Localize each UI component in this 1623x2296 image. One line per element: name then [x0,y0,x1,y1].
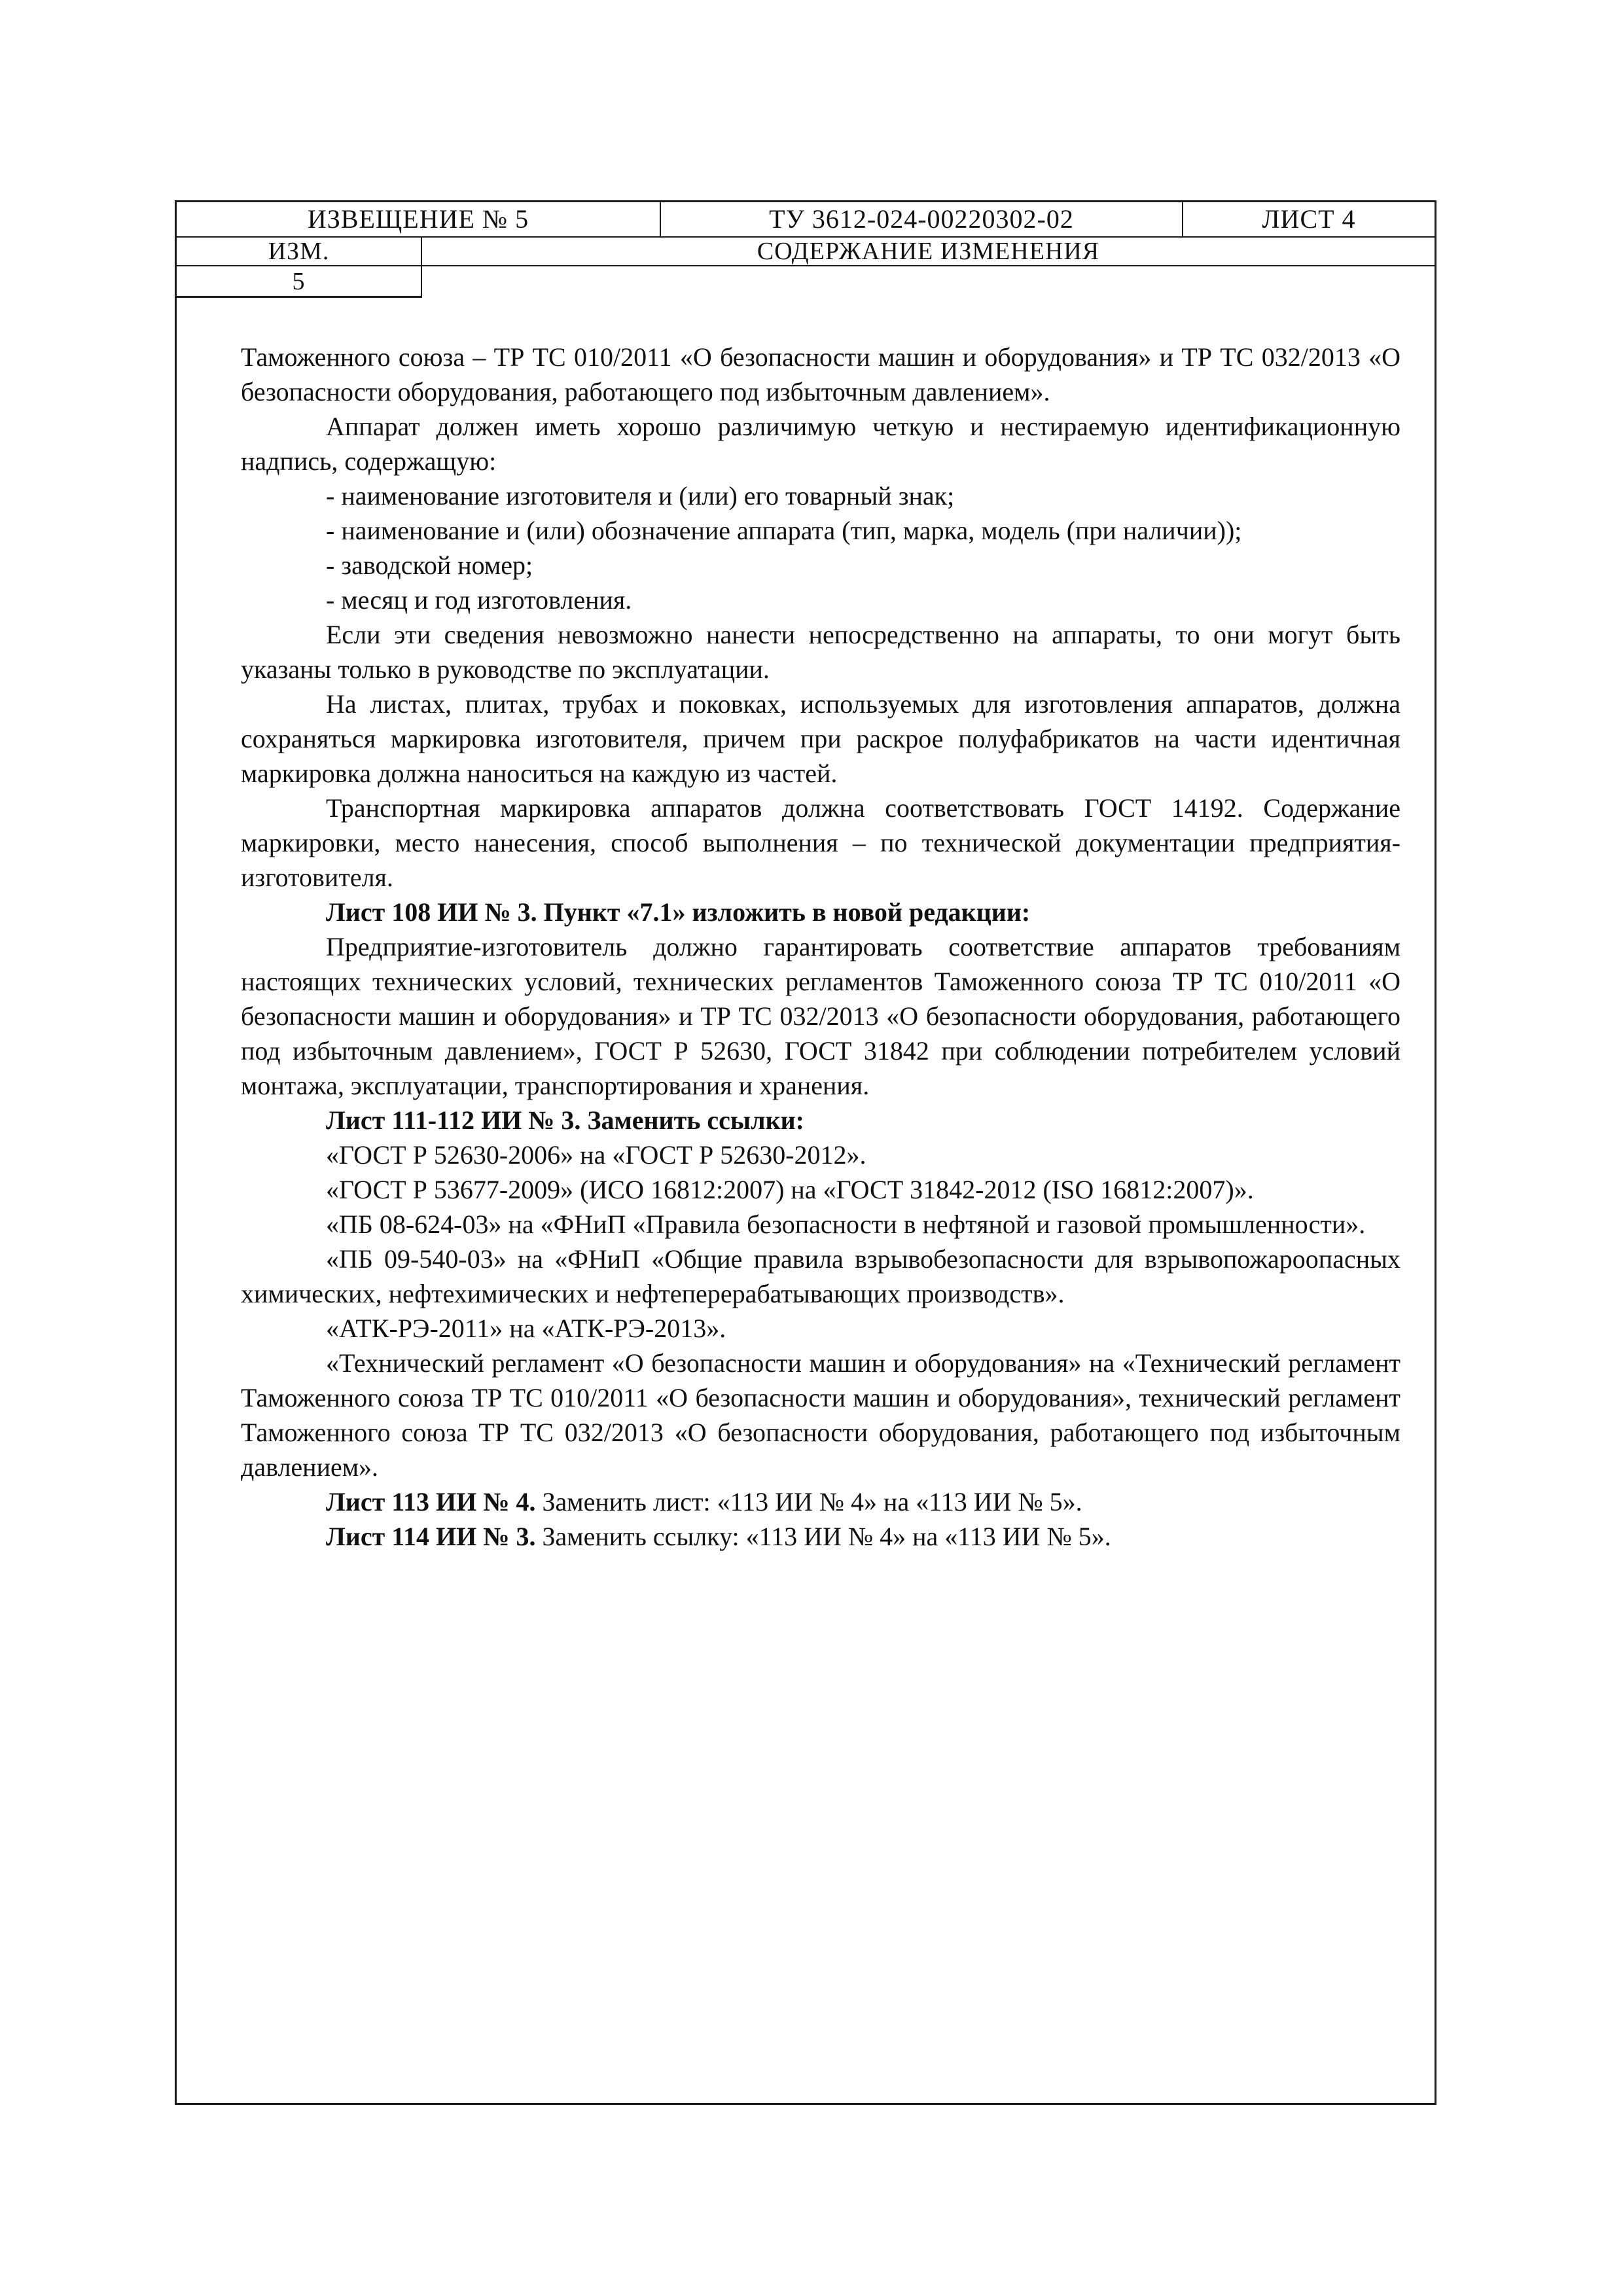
sheet-number: ЛИСТ 4 [1183,202,1435,238]
reference-replacement: «ПБ 09-540-03» на «ФНиП «Общие правила взрывобезопасности для взрывопожароопасных химических, нефтехимических и нефтеперерабатывающих производств». [241,1244,1400,1308]
paragraph: Если эти сведения невозможно нанести непосредственно на аппараты, то они могут быть указаны только в руководстве по эксплуатации. [241,620,1400,684]
document-code: ТУ 3612-024-00220302-02 [661,202,1183,238]
paragraph: Таможенного союза – ТР ТС 010/2011 «О безопасности машин и оборудования» и ТР ТС 032/2013 «О безопасности оборудования, работающего под избыточным давлением». [241,342,1400,406]
sheet-instruction-heading: Лист 113 ИИ № 4. [326,1487,536,1516]
paragraph: Аппарат должен иметь хорошо различимую четкую и нестираемую идентификационную надпись, содержащую: [241,412,1400,476]
paragraph: Транспортная маркировка аппаратов должна соответствовать ГОСТ 14192. Содержание маркировки, место нанесения, способ выполнения – по технической документации предприятия-изготовителя. [241,793,1400,892]
title-block [177,202,1435,295]
reference-replacement: «АТК-РЭ-2011» на «АТК-РЭ-2013». [326,1314,726,1343]
sheet-instruction [241,1484,1400,1519]
list-item: - месяц и год изготовления. [326,585,632,615]
document-sheet [175,200,1436,2105]
sheet-instruction-text: Заменить ссылку: «113 ИИ № 4» на «113 ИИ № 5». [535,1522,1111,1551]
change-content-label: СОДЕРЖАНИЕ ИЗМЕНЕНИЯ [422,238,1435,266]
sheet-instruction-text: Заменить лист: «113 ИИ № 4» на «113 ИИ № 5». [535,1487,1082,1516]
change-content [241,340,1400,1554]
sheet-instruction-heading: Лист 114 ИИ № 3. [326,1522,536,1551]
paragraph: Предприятие-изготовитель должно гарантировать соответствие аппаратов требованиям настоящих технических условий, технических регламентов Таможенного союза ТР ТС 010/2011 «О безопасности машин и оборудования» и ТР ТС 032/2013 «О безопасности оборудования, работающего под избыточным давлением», ГОСТ Р 52630, ГОСТ 31842 при соблюдении потребителем условий монтажа, эксплуатации, транспортирования и хранения. [241,932,1400,1100]
sheet-instruction [241,1519,1400,1554]
notice-number: ИЗВЕЩЕНИЕ № 5 [177,202,661,238]
reference-replacement: «ГОСТ Р 53677-2009» (ИСО 16812:2007) на «ГОСТ 31842-2012 (ISO 16812:2007)». [326,1175,1254,1204]
reference-replacement: «Технический регламент «О безопасности машин и оборудования» на «Технический регламент Таможенного союза ТР ТС 010/2011 «О безопасности машин и оборудования», технический регламент Таможенного союза ТР ТС 032/2013 «О безопасности оборудования, работающего под избыточным давлением». [241,1348,1400,1482]
section-heading: Лист 111-112 ИИ № 3. Заменить ссылки: [326,1105,804,1135]
section-heading: Лист 108 ИИ № 3. Пункт «7.1» изложить в новой редакции: [326,897,1031,927]
list-item: - наименование изготовителя и (или) его товарный знак; [326,481,955,511]
paragraph: На листах, плитах, трубах и поковках, используемых для изготовления аппаратов, должна сохраняться маркировка изготовителя, причем при раскрое полуфабрикатов на части идентичная маркировка должна наноситься на каждую из частей. [241,689,1400,788]
reference-replacement: «ГОСТ Р 52630-2006» на «ГОСТ Р 52630-2012». [326,1140,866,1170]
change-label: ИЗМ. [177,238,422,266]
list-item: - заводской номер; [326,550,533,580]
change-number: 5 [177,266,422,298]
reference-replacement: «ПБ 08-624-03» на «ФНиП «Правила безопасности в нефтяной и газовой промышленности». [326,1210,1366,1239]
list-item: - наименование и (или) обозначение аппарата (тип, марка, модель (при наличии)); [326,516,1242,545]
